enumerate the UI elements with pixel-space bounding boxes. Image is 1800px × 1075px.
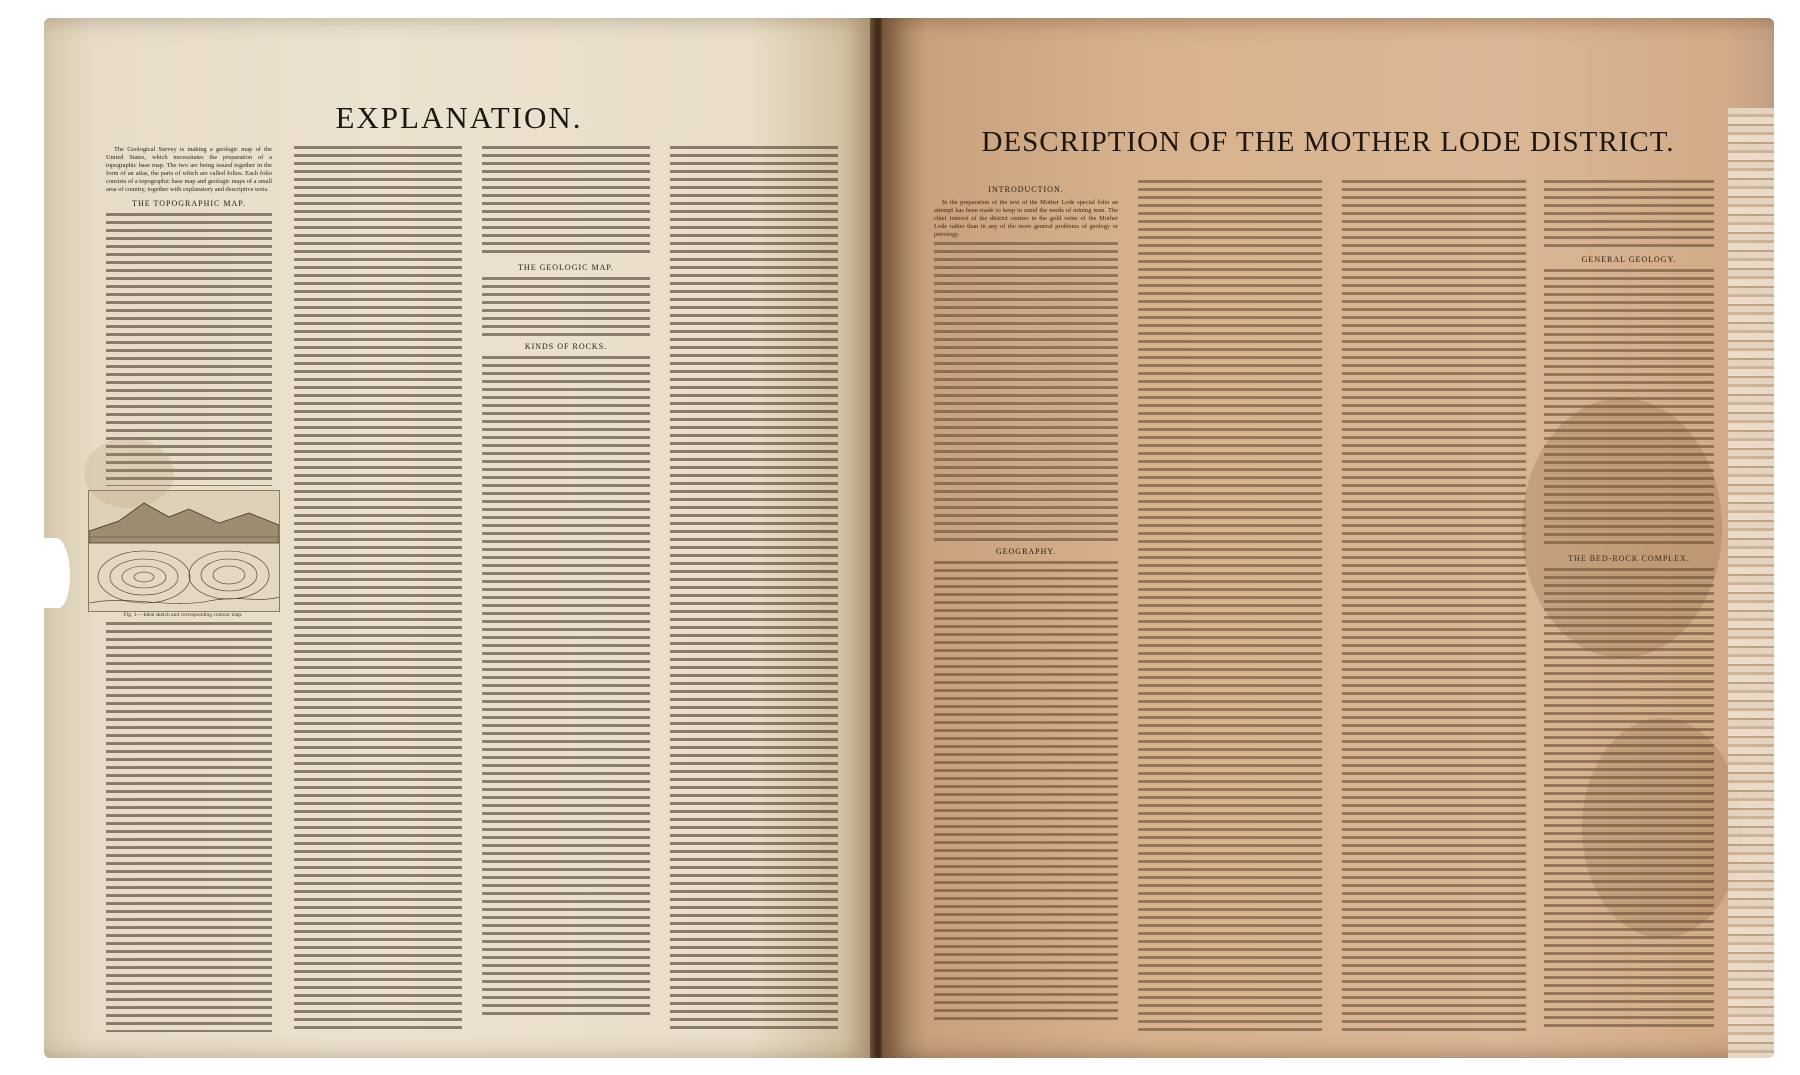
contour-sketch-figure bbox=[88, 490, 280, 612]
right-column-1 bbox=[934, 180, 1118, 1032]
frayed-page-edge bbox=[1728, 108, 1774, 1058]
text-block bbox=[1544, 180, 1714, 250]
left-page bbox=[44, 18, 874, 1058]
text-block bbox=[482, 146, 650, 258]
bedrock-complex-heading: THE BED-ROCK COMPLEX. bbox=[1568, 554, 1690, 563]
page-stain bbox=[84, 438, 174, 508]
general-geology-heading: GENERAL GEOLOGY. bbox=[1581, 255, 1677, 264]
text-block bbox=[482, 277, 650, 337]
text-block bbox=[934, 561, 1118, 1021]
kinds-of-rocks-heading: KINDS OF ROCKS. bbox=[524, 342, 608, 351]
text-block bbox=[934, 242, 1118, 542]
topographic-map-heading: THE TOPOGRAPHIC MAP. bbox=[132, 199, 246, 208]
geography-heading: GEOGRAPHY. bbox=[995, 547, 1057, 556]
water-stain bbox=[1582, 718, 1742, 938]
open-folio bbox=[44, 18, 1774, 1058]
figure-caption: Fig. 1.—Ideal sketch and corresponding contour map. bbox=[123, 612, 243, 618]
left-column-1 bbox=[106, 146, 272, 486]
left-page-title: EXPLANATION. bbox=[335, 100, 583, 135]
right-page-title: DESCRIPTION OF THE MOTHER LODE DISTRICT. bbox=[981, 126, 1675, 158]
text-block bbox=[670, 146, 838, 1032]
left-column-2 bbox=[294, 146, 462, 1032]
introduction-paragraph: In the preparation of the text of the Mother Lode special folio an attempt has been made to keep in mind the needs of mining men. The chief interest of the district centers in the gold veins of the Mother Lode rather than in any of the more general problems of geology or petrology. bbox=[934, 199, 1118, 238]
left-column-3 bbox=[482, 146, 650, 1032]
torn-edge bbox=[44, 538, 70, 608]
text-block bbox=[294, 146, 462, 1032]
introduction-heading: INTRODUCTION. bbox=[988, 185, 1064, 194]
intro-paragraph: The Geological Survey is making a geologic map of the United States, which necessitates the preparation of a topographic base map. The two are being issued together in the form of an atlas, the parts of which are called folios. Each folio consists of a topographic base map and geologic maps of a small area of country, together with explanatory and descriptive texts. bbox=[106, 146, 272, 193]
left-column-1-lower bbox=[106, 622, 272, 1032]
left-column-4 bbox=[670, 146, 838, 1032]
right-column-3 bbox=[1342, 180, 1526, 1032]
geologic-map-heading: THE GEOLOGIC MAP. bbox=[518, 263, 614, 272]
text-block bbox=[1342, 180, 1526, 1032]
right-column-2 bbox=[1138, 180, 1322, 1032]
right-page bbox=[882, 18, 1774, 1058]
text-block bbox=[482, 356, 650, 1016]
text-block bbox=[106, 622, 272, 1032]
text-block bbox=[1138, 180, 1322, 1032]
water-stain bbox=[1522, 398, 1722, 658]
contour-sketch-illustration bbox=[89, 491, 279, 611]
